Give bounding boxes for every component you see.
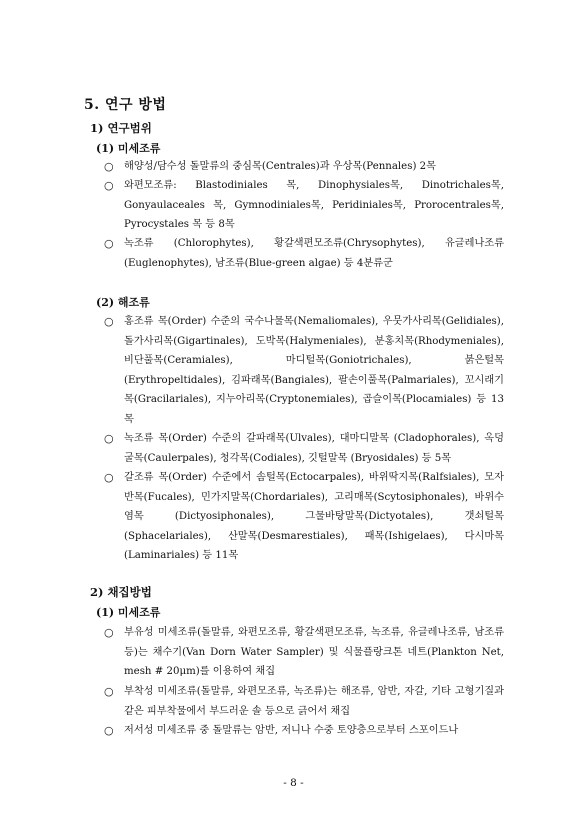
bullet-icon: ○ xyxy=(104,179,114,192)
heading-research-scope: 1) 연구범위 xyxy=(90,121,152,135)
list-item: ○ 와편모조류: Blastodiniales 목, Dinophysiales목, Dinotrichales목, Gonyaulaceales 목, Gymnodiniales목, Peridiniales목, Prorocentrales목, Pyrocystales 목 등 8목 xyxy=(104,176,504,235)
list-item: ○ 녹조류 (Chlorophytes), 황갈색편모조류(Chrysophytes), 유글레나조류(Euglenophytes), 남조류(Blue-green algae) 등 4분류군 xyxy=(104,234,504,273)
heading-seaweed: (2) 해조류 xyxy=(96,296,150,309)
list-item: ○ 부유성 미세조류(돌말류, 와편모조류, 황갈색편모조류, 녹조류, 유글레나조류, 남조류 등)는 채수기(Van Dorn Water Sampler) 및 식물플랑크톤 네트(Plankton Net, mesh # 20μm)를 이용하여 채집 xyxy=(104,623,504,682)
heading-collection-method: 2) 채집방법 xyxy=(90,585,152,599)
list-item: ○ 저서성 미세조류 중 돌말류는 암반, 저니나 수중 토양층으로부터 스포이드나 xyxy=(104,721,504,741)
heading-microalgae-collection: (1) 미세조류 xyxy=(96,606,161,619)
list-item: ○ 갈조류 목(Order) 수준에서 솜털목(Ectocarpales), 바위딱지목(Ralfsiales), 모자반목(Fucales), 민가지말목(Chordariales), 고리매목(Scytosiphonales), 바위수염목 (Dictyosiphonales), 그물바탕말목(Dictyotales), 갯쇠털목(Sphacelariales), 산말목(Desmarestiales), 패목(Ishigelaes), 다시마목(Laminariales) 등 11목 xyxy=(104,468,504,566)
bullet-icon: ○ xyxy=(104,160,114,173)
section-title: 5. 연구 방법 xyxy=(84,97,167,113)
bullet-icon: ○ xyxy=(104,626,114,639)
bullet-icon: ○ xyxy=(104,237,114,250)
bullet-icon: ○ xyxy=(104,471,114,484)
bullet-icon: ○ xyxy=(104,724,114,737)
list-item: ○ 부착성 미세조류(돌말류, 와편모조류, 녹조류)는 해조류, 암반, 자갈, 기타 고형기질과 같은 피부착물에서 부드러운 솔 등으로 긁어서 채집 xyxy=(104,682,504,721)
list-item: ○ 해양성/담수성 돌말류의 중심목(Centrales)과 우상목(Pennales) 2목 xyxy=(104,157,504,177)
bullet-icon: ○ xyxy=(104,685,114,698)
heading-microalgae: (1) 미세조류 xyxy=(96,142,161,155)
page-number: - 8 - xyxy=(283,777,304,789)
list-item: ○ 녹조류 목(Order) 수준의 갈파래목(Ulvales), 대마디말목 (Cladophorales), 옥덩굴목(Caulerpales), 청각목(Codiales), 깃털말목 (Bryosidales) 등 5목 xyxy=(104,429,504,468)
bullet-icon: ○ xyxy=(104,432,114,445)
bullet-icon: ○ xyxy=(104,315,114,328)
list-item: ○ 홍조류 목(Order) 수준의 국수나물목(Nemaliomales), 우뭇가사리목(Gelidiales), 돌가사리목(Gigartinales), 도박목(Halymeniales), 분홍치목(Rhodymeniales), 비단풀목(Ceramiales), 마디털목(Goniotrichales), 붉은털목(Erythropeltidales), 김파래목(Bangiales), 팔손이풀목(Palmariales), 꼬시래기목(Gracilariales), 지누아리목(Cryptonemiales), 곱슬이목(Plocamiales) 등 13목 xyxy=(104,312,504,429)
